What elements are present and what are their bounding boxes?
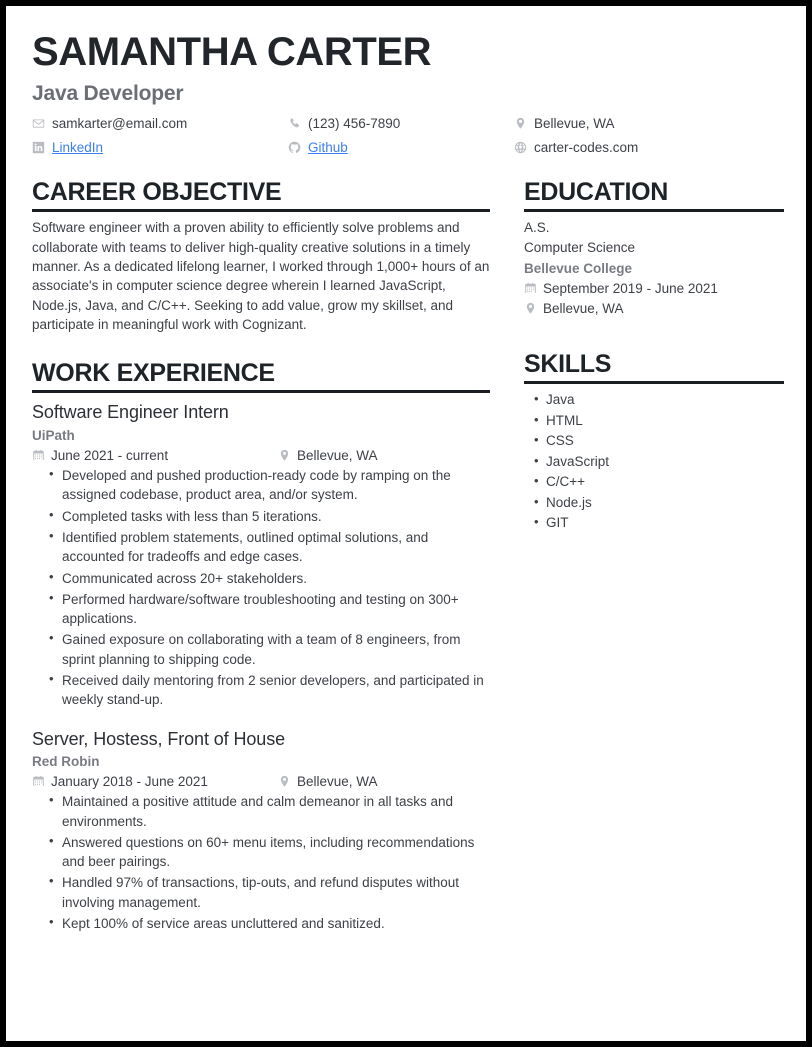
- job-location: [278, 774, 378, 789]
- skill-item: • CSS: [546, 431, 784, 452]
- contact-linkedin-link[interactable]: LinkedIn: [52, 139, 104, 155]
- contact-phone-text: (123) 456-7890: [308, 116, 401, 131]
- contact-website-text: carter-codes.com: [534, 139, 639, 155]
- skill-item: • HTML: [546, 411, 784, 432]
- job-company: Red Robin: [32, 754, 100, 769]
- resume-document: [6, 6, 806, 1041]
- job-location-text: Bellevue, WA: [297, 774, 378, 790]
- job-bullet-list: [32, 792, 490, 933]
- contact-location: [514, 114, 784, 134]
- job-bullet: • Kept 100% of service areas uncluttered and sanitized.: [62, 914, 490, 933]
- skills-divider: [524, 381, 784, 384]
- envelope-icon: [32, 117, 45, 130]
- career-objective-heading: CAREER OBJECTIVE: [32, 178, 282, 207]
- contact-github-link[interactable]: Github: [308, 139, 348, 155]
- job-bullet: • Developed and pushed production-ready code by ramping on the assigned codebase, product area, and/or system.: [62, 466, 490, 505]
- map-pin-icon: [278, 449, 291, 462]
- candidate-job-title: Java Developer: [32, 82, 184, 105]
- map-pin-icon: [514, 117, 527, 130]
- resume-body: [32, 179, 784, 935]
- skill-item: • Node.js: [546, 493, 784, 514]
- globe-icon: [514, 141, 527, 154]
- right-column: [498, 179, 784, 534]
- section-skills: [524, 351, 784, 534]
- map-pin-icon: [524, 302, 537, 315]
- skill-item: • JavaScript: [546, 452, 784, 473]
- job-dates-text: January 2018 - June 2021: [51, 774, 208, 790]
- job-dates: [32, 448, 278, 463]
- job-meta-row: [32, 774, 490, 789]
- github-icon: [288, 141, 301, 154]
- education-location-text: Bellevue, WA: [543, 300, 624, 316]
- linkedin-icon: [32, 141, 45, 154]
- section-education: [524, 179, 784, 319]
- section-work-experience: [32, 360, 490, 933]
- contact-email-text: samkarter@email.com: [52, 116, 188, 131]
- job-bullet: • Maintained a positive attitude and calm demeanor in all tasks and environments.: [62, 792, 490, 831]
- job-location: [278, 448, 378, 463]
- contact-website[interactable]: [514, 138, 784, 158]
- resume-page: [6, 6, 806, 1041]
- skill-item: • GIT: [546, 513, 784, 534]
- job-bullet: • Completed tasks with less than 5 iterations.: [62, 507, 490, 526]
- job-company: UiPath: [32, 427, 75, 443]
- phone-icon: [288, 117, 301, 130]
- left-column: [32, 179, 498, 935]
- contact-location-text: Bellevue, WA: [534, 116, 615, 131]
- skills-list: [524, 390, 784, 534]
- job-bullet: • Identified problem statements, outlined optimal solutions, and accounted for tradeoffs and edge cases.: [62, 528, 490, 567]
- work-experience-divider: [32, 390, 490, 393]
- job-bullet: • Communicated across 20+ stakeholders.: [62, 569, 490, 588]
- map-pin-icon: [278, 775, 291, 788]
- education-item: [524, 218, 784, 319]
- contact-github[interactable]: [288, 138, 514, 158]
- resume-header: [32, 32, 784, 157]
- education-heading: EDUCATION: [524, 178, 669, 207]
- skill-item: • C/C++: [546, 472, 784, 493]
- job-meta-row: [32, 448, 490, 463]
- education-school: Bellevue College: [524, 260, 633, 276]
- contact-linkedin[interactable]: [32, 138, 288, 158]
- skills-heading: SKILLS: [524, 349, 612, 378]
- education-degree: A.S.: [524, 220, 550, 236]
- job-bullet: • Answered questions on 60+ menu items, including recommendations and beer pairings.: [62, 833, 490, 872]
- job-title: Server, Hostess, Front of House: [32, 728, 286, 749]
- education-field: Computer Science: [524, 240, 636, 256]
- job-bullet: • Handled 97% of transactions, tip-outs, and refund disputes without involving management.: [62, 873, 490, 912]
- career-objective-divider: [32, 209, 490, 212]
- job-dates-text: June 2021 - current: [51, 448, 169, 464]
- contact-email: [32, 114, 288, 134]
- job-bullet: • Performed hardware/software troubleshooting and testing on 300+ applications.: [62, 590, 490, 629]
- education-divider: [524, 209, 784, 212]
- job-bullet: • Received daily mentoring from 2 senior developers, and participated in weekly stand-up.: [62, 671, 490, 710]
- job-title: Software Engineer Intern: [32, 402, 229, 423]
- calendar-icon: [32, 449, 45, 462]
- education-location: [524, 299, 784, 319]
- candidate-name: SAMANTHA CARTER: [32, 30, 432, 74]
- work-experience-heading: WORK EXPERIENCE: [32, 359, 275, 388]
- job-bullet: • Gained exposure on collaborating with a team of 8 engineers, from sprint planning to shipping code.: [62, 630, 490, 669]
- career-objective-text: Software engineer with a proven ability to efficiently solve problems and collaborate with teams to deliver high-quality creative solutions in a timely manner. As a dedicated lifelong learner, I worked through 1,000+ hours of an associate's in computer science degree wherein I learned JavaScript, Node.js, Java, and C/C++. Seeking to add value, grow my skillset, and participate in meaningful work with Cognizant.: [32, 220, 490, 332]
- work-experience-item: [32, 401, 490, 709]
- calendar-icon: [524, 282, 537, 295]
- job-dates: [32, 774, 278, 789]
- education-dates: [524, 279, 784, 299]
- skill-item: • Java: [546, 390, 784, 411]
- job-bullet-list: [32, 466, 490, 710]
- calendar-icon: [32, 775, 45, 788]
- education-dates-text: September 2019 - June 2021: [543, 280, 718, 296]
- work-experience-item: [32, 728, 490, 934]
- contact-info-grid: [32, 114, 784, 157]
- contact-phone: [288, 114, 514, 134]
- section-career-objective: [32, 179, 490, 334]
- job-location-text: Bellevue, WA: [297, 448, 378, 464]
